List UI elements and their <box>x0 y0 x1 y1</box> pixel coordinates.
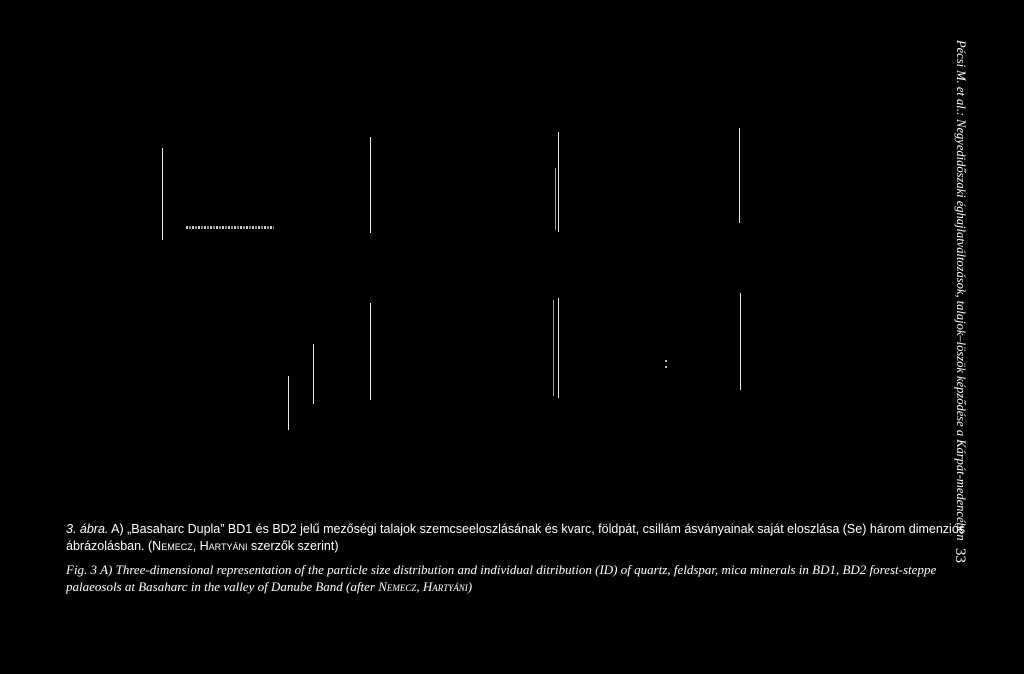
figure-scribble <box>186 226 274 229</box>
figure-line <box>555 168 556 230</box>
figure-line <box>162 148 163 240</box>
caption-hu-line2-post: szerzők szerint) <box>247 539 339 553</box>
figure-dot <box>665 366 667 368</box>
caption-en-authors: Nemecz, Hartyáni <box>378 579 468 594</box>
caption-en-line2-post: ) <box>467 579 473 594</box>
caption-hu-line2 <box>66 538 926 555</box>
figure-dot <box>665 360 667 362</box>
caption-hungarian <box>66 521 966 555</box>
figure-line <box>370 303 371 400</box>
page-number-text: 33 <box>952 548 968 563</box>
figure-line <box>739 128 740 223</box>
caption-hu-prefix: 3. ábra. <box>66 522 109 536</box>
figure-line <box>288 376 289 430</box>
caption-hu-body: A) „Basaharc Dupla” BD1 és BD2 jelű mezőségi talajok szemcseeloszlásának és kvarc, földpát, csillám ásványainak saját eloszlása (Se) három dimenziós <box>108 522 966 536</box>
caption-en-line2-pre: palaeosols at Basaharc in the valley of Danube Band (after <box>66 579 379 594</box>
running-header <box>950 40 970 540</box>
figure-line <box>740 293 741 390</box>
page-number <box>950 548 970 578</box>
caption-hu-line1 <box>66 521 966 538</box>
caption-english <box>66 561 937 595</box>
figure-line <box>370 137 371 233</box>
running-header-text: Pécsi M. et al.: Negyedidőszaki éghajlatváltozások, talajok–löszök képződése a Kárpát-medencében <box>954 40 968 541</box>
caption-en-line2 <box>66 578 926 595</box>
figure-line <box>558 132 559 232</box>
figure-line <box>558 298 559 398</box>
caption-hu-line2-pre: ábrázolásban. ( <box>66 539 153 553</box>
figure-line <box>553 300 554 396</box>
caption-hu-authors: Nemecz, Hartyáni <box>152 539 248 553</box>
caption-en-line1: Fig. 3 A) Three-dimensional representation of the particle size distribution and individual ditribution (ID) of quartz, feldspar, mica minerals in BD1, BD2 forest-steppe <box>66 562 937 577</box>
figure-line <box>313 344 314 404</box>
